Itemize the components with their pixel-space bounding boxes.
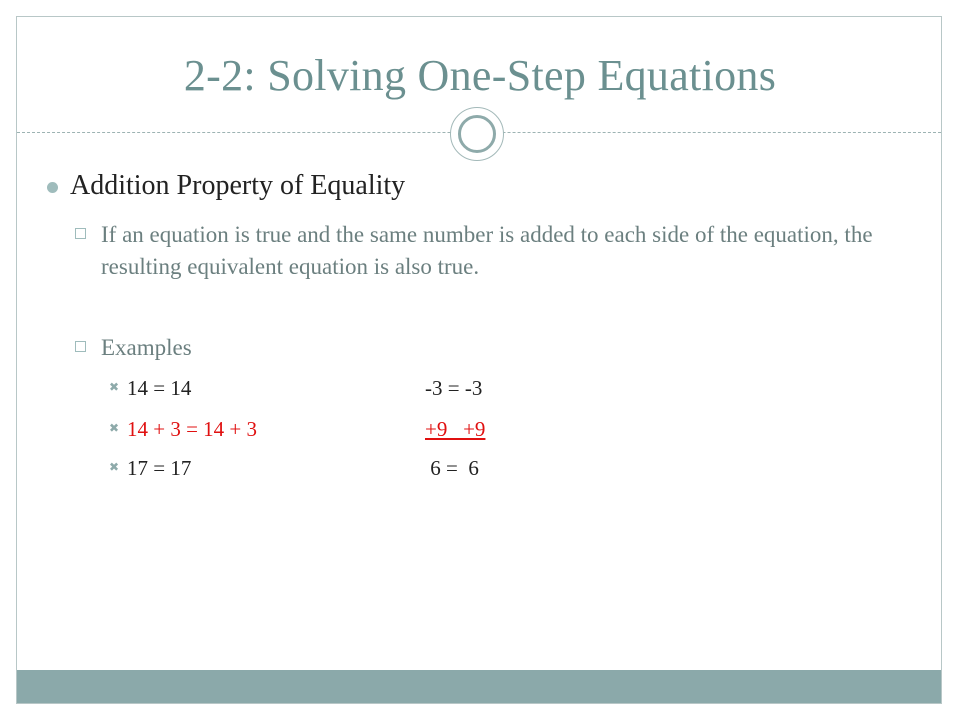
example-right-1: -3 = -3 <box>425 376 483 400</box>
example-left-3: 17 = 17 <box>127 456 192 480</box>
circle-bullet-icon <box>47 182 58 193</box>
ring-ornament-icon <box>458 115 496 153</box>
example-right-3: 6 = 6 <box>425 456 479 480</box>
x-bullet-icon: ✖ <box>109 460 120 474</box>
example-left-1: 14 = 14 <box>127 376 192 400</box>
bottom-accent-bar <box>17 670 941 703</box>
examples-label: Examples <box>101 335 192 360</box>
property-description: If an equation is true and the same number is added to each side of the equation, the resulting equivalent equation is also true. <box>101 222 873 279</box>
square-bullet-icon <box>75 341 86 352</box>
x-bullet-icon: ✖ <box>109 380 120 394</box>
square-bullet-icon <box>75 228 86 239</box>
example-right-2: +9 +9 <box>425 417 486 441</box>
slide-title: 2-2: Solving One-Step Equations <box>183 51 777 100</box>
example-left-2: 14 + 3 = 14 + 3 <box>127 417 258 441</box>
x-bullet-icon: ✖ <box>109 421 120 435</box>
slide-heading: Addition Property of Equality <box>70 170 406 201</box>
